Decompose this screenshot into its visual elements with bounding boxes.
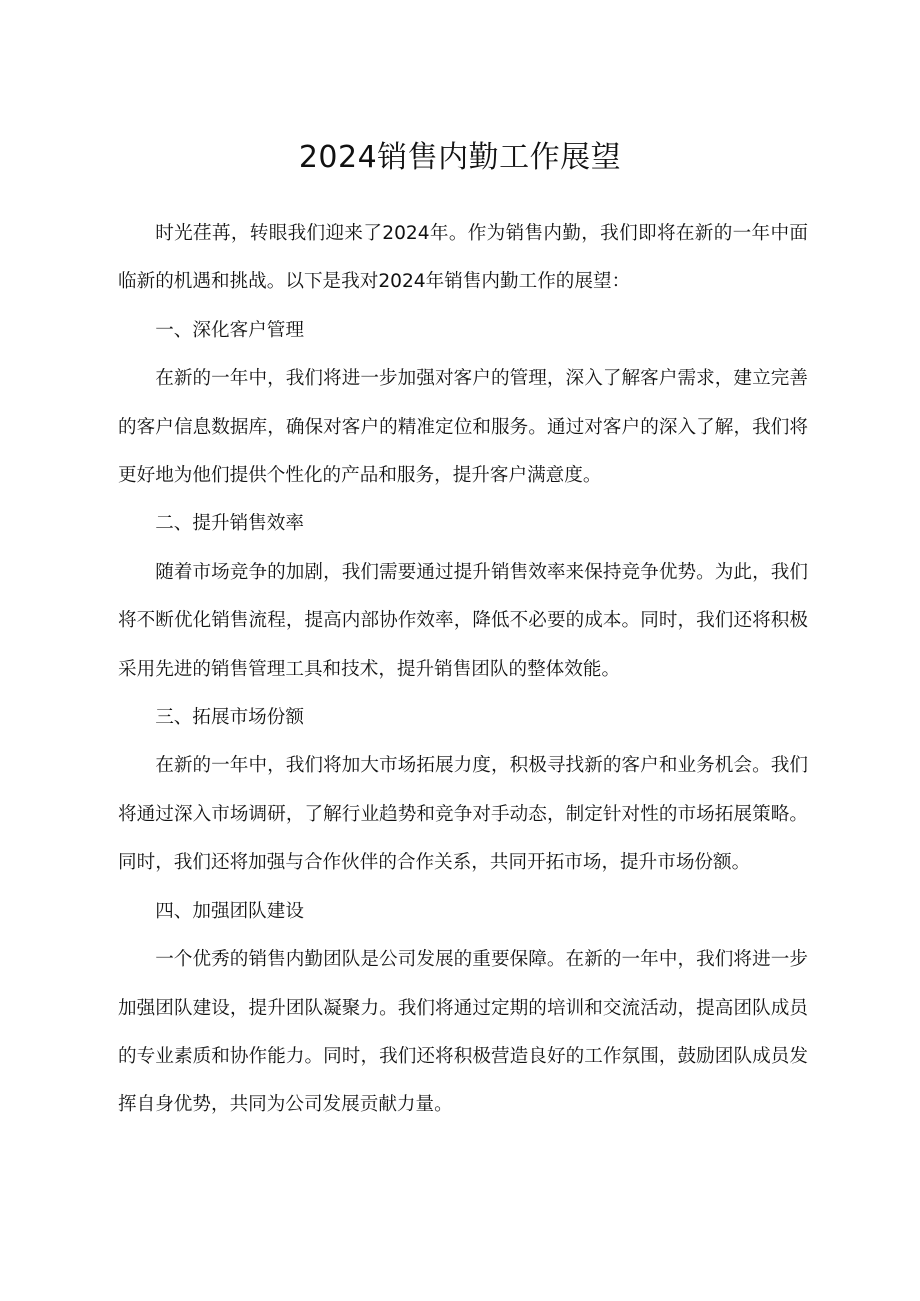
section-paragraph-4: 一个优秀的销售内勤团队是公司发展的重要保障。在新的一年中，我们将进一步加强团队建设，提升团队凝聚力。我们将通过定期的培训和交流活动，提高团队成员的专业素质和协作能力。同时，我们还将积极营造良好的工作氛围，鼓励团队成员发挥自身优势，共同为公司发展贡献力量。 [118,949,808,1116]
section-heading-3: 三、拓展市场份额 [155,707,304,729]
section-paragraph-3: 在新的一年中，我们将加大市场拓展力度，积极寻找新的客户和业务机会。我们将通过深入市场调研，了解行业趋势和竞争对手动态，制定针对性的市场拓展策略。同时，我们还将加强与合作伙伴的合作关系，共同开拓市场，提升市场份额。 [118,755,808,874]
document-title: 2024销售内勤工作展望 [298,140,622,176]
section-paragraph-1: 在新的一年中，我们将进一步加强对客户的管理，深入了解客户需求，建立完善的客户信息数据库，确保对客户的精准定位和服务。通过对客户的深入了解，我们将更好地为他们提供个性化的产品和服务，提升客户满意度。 [118,368,808,487]
section-heading-1: 一、深化客户管理 [155,319,304,341]
section-paragraph-2: 随着市场竞争的加剧，我们需要通过提升销售效率来保持竞争优势。为此，我们将不断优化销售流程，提高内部协作效率，降低不必要的成本。同时，我们还将积极采用先进的销售管理工具和技术，提升销售团队的整体效能。 [118,561,808,680]
document-body [118,210,808,1130]
section-heading-2: 二、提升销售效率 [155,513,304,535]
intro-paragraph: 时光荏苒，转眼我们迎来了2024年。作为销售内勤，我们即将在新的一年中面临新的机遇和挑战。以下是我对2024年销售内勤工作的展望： [118,223,808,293]
section-heading-4: 四、加强团队建设 [155,900,304,922]
